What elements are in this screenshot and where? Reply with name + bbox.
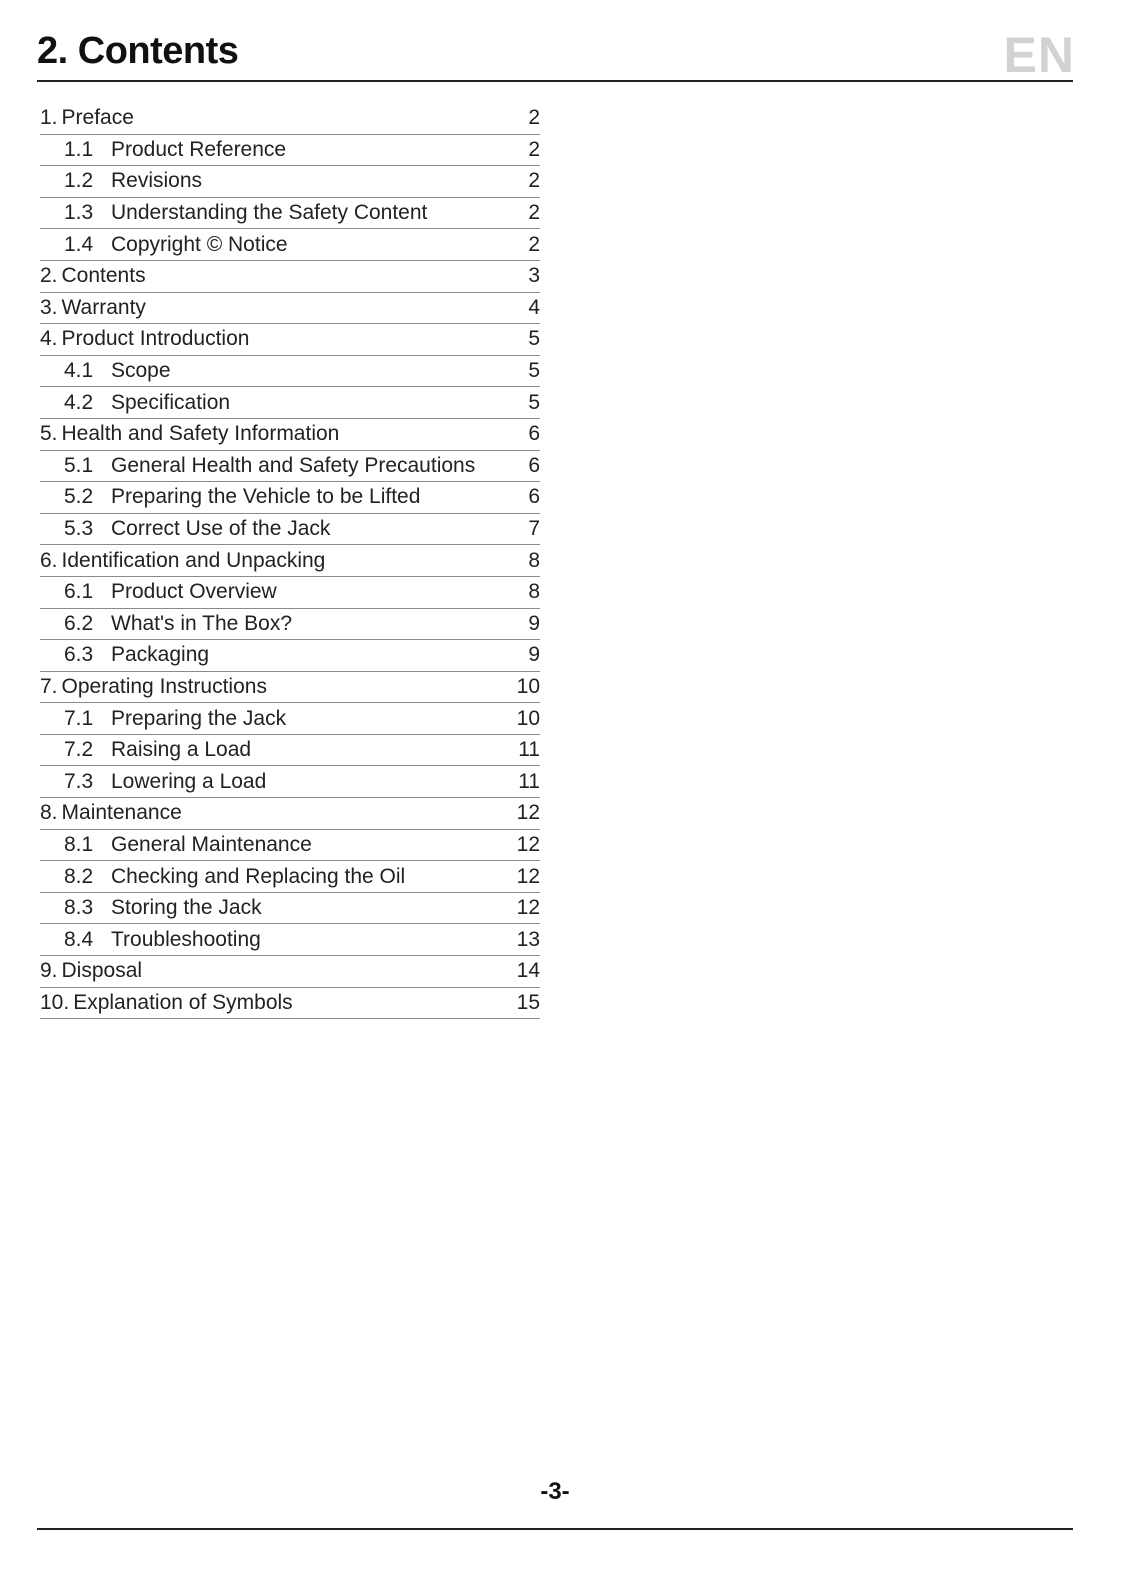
toc-entry-label [40, 296, 500, 320]
toc-subentry[interactable] [40, 924, 540, 956]
toc-entry-number: 8.4 [64, 927, 94, 951]
toc-entry-page: 6 [528, 485, 540, 509]
toc-entry-label [40, 928, 500, 952]
page-title: 2. Contents [37, 30, 239, 72]
toc-entry-page: 4 [528, 295, 540, 319]
toc-subentry[interactable] [40, 482, 540, 514]
toc-entry-label [40, 707, 500, 731]
toc-entry-page: 14 [516, 959, 540, 983]
toc-subentry[interactable] [40, 198, 540, 230]
toc-entry-title: Preparing the Jack [111, 706, 287, 730]
toc-entry-title: Troubleshooting [111, 927, 261, 951]
toc-entry-label [40, 327, 500, 351]
toc-entry-page: 2 [528, 232, 540, 256]
toc-entry-title: Lowering a Load [111, 769, 267, 793]
toc-entry-title: Specification [111, 390, 231, 414]
toc-entry-label [40, 391, 500, 415]
toc-entry-number: 6.1 [64, 580, 94, 604]
toc-entry-page: 6 [528, 422, 540, 446]
toc-entry-page: 2 [528, 106, 540, 130]
toc-entry-number: 5.1 [64, 453, 94, 477]
toc-entry-label [40, 517, 500, 541]
toc-entry-label [40, 643, 500, 667]
toc-entry[interactable] [40, 798, 540, 830]
toc-entry-label [40, 675, 500, 699]
toc-entry-title: Operating Instructions [61, 674, 267, 698]
table-of-contents [40, 103, 540, 1019]
toc-entry-number: 8. [40, 801, 58, 825]
toc-entry-title: Correct Use of the Jack [111, 517, 331, 541]
toc-entry-number: 5. [40, 422, 58, 446]
toc-entry-page: 3 [528, 264, 540, 288]
toc-entry-title: Copyright © Notice [111, 232, 288, 256]
toc-entry-page: 10 [516, 706, 540, 730]
toc-entry-number: 8.1 [64, 832, 94, 856]
toc-entry-label [40, 959, 500, 983]
toc-entry-number: 3. [40, 295, 58, 319]
toc-entry-number: 2. [40, 264, 58, 288]
toc-entry-title: Understanding the Safety Content [111, 201, 428, 225]
toc-entry-title: Raising a Load [111, 738, 252, 762]
toc-entry-title: Packaging [111, 643, 210, 667]
toc-entry-title: Explanation of Symbols [73, 990, 293, 1014]
toc-entry-number: 7.3 [64, 769, 94, 793]
toc-subentry[interactable] [40, 766, 540, 798]
toc-entry-page: 2 [528, 137, 540, 161]
toc-subentry[interactable] [40, 703, 540, 735]
toc-entry[interactable] [40, 293, 540, 325]
toc-entry-page: 10 [516, 674, 540, 698]
toc-entry-number: 8.3 [64, 896, 94, 920]
toc-subentry[interactable] [40, 356, 540, 388]
toc-entry-page: 5 [528, 359, 540, 383]
toc-entry-number: 4. [40, 327, 58, 351]
toc-entry-title: Product Overview [111, 580, 277, 604]
toc-entry-title: Disposal [61, 959, 143, 983]
toc-entry-page: 7 [528, 517, 540, 541]
toc-entry-number: 5.3 [64, 517, 94, 541]
toc-entry-number: 4.2 [64, 390, 94, 414]
toc-entry-page: 5 [528, 327, 540, 351]
toc-entry-page: 6 [528, 453, 540, 477]
toc-entry-page: 15 [516, 990, 540, 1014]
toc-entry-page: 2 [528, 201, 540, 225]
toc-entry-page: 12 [516, 896, 540, 920]
toc-entry-number: 10. [40, 990, 70, 1014]
toc-entry[interactable] [40, 419, 540, 451]
toc-entry-label [40, 454, 500, 478]
toc-entry-label [40, 359, 500, 383]
toc-entry-title: Product Reference [111, 137, 287, 161]
toc-entry-number: 6.2 [64, 611, 94, 635]
toc-entry-label [40, 485, 500, 509]
toc-entry-label [40, 233, 500, 257]
toc-entry-number: 4.1 [64, 359, 94, 383]
toc-subentry[interactable] [40, 640, 540, 672]
toc-entry-label [40, 169, 500, 193]
toc-entry-number: 6.3 [64, 643, 94, 667]
toc-entry[interactable] [40, 324, 540, 356]
toc-entry-label [40, 201, 500, 225]
toc-entry[interactable] [40, 261, 540, 293]
toc-entry-label [40, 264, 500, 288]
toc-entry-label [40, 896, 500, 920]
toc-entry-label [40, 991, 500, 1015]
toc-entry-page: 12 [516, 864, 540, 888]
toc-entry-label [40, 106, 500, 130]
toc-entry-title: Product Introduction [61, 327, 250, 351]
toc-entry-number: 1.1 [64, 137, 94, 161]
toc-entry-page: 9 [528, 643, 540, 667]
toc-subentry[interactable] [40, 166, 540, 198]
toc-subentry[interactable] [40, 514, 540, 546]
toc-entry[interactable] [40, 672, 540, 704]
toc-entry-label [40, 770, 500, 794]
toc-entry-title: General Health and Safety Precautions [111, 453, 476, 477]
toc-entry-label [40, 801, 500, 825]
toc-entry-title: General Maintenance [111, 832, 312, 856]
toc-entry-page: 13 [516, 927, 540, 951]
toc-subentry[interactable] [40, 229, 540, 261]
toc-entry-page: 12 [516, 801, 540, 825]
toc-entry-number: 7.2 [64, 738, 94, 762]
toc-entry-number: 6. [40, 548, 58, 572]
toc-entry[interactable] [40, 956, 540, 988]
toc-entry-page: 11 [518, 738, 540, 762]
toc-entry-title: What's in The Box? [111, 611, 293, 635]
toc-entry[interactable] [40, 545, 540, 577]
toc-entry-title: Warranty [61, 295, 146, 319]
toc-entry-title: Preface [61, 106, 134, 130]
toc-entry[interactable] [40, 103, 540, 135]
toc-entry-title: Storing the Jack [111, 896, 262, 920]
toc-entry-number: 7. [40, 674, 58, 698]
toc-entry-number: 7.1 [64, 706, 94, 730]
toc-entry-label [40, 138, 500, 162]
toc-subentry[interactable] [40, 861, 540, 893]
toc-entry-number: 8.2 [64, 864, 94, 888]
toc-entry-label [40, 612, 500, 636]
toc-subentry[interactable] [40, 135, 540, 167]
toc-entry-title: Contents [61, 264, 146, 288]
toc-entry-number: 1.2 [64, 169, 94, 193]
toc-entry-title: Scope [111, 359, 171, 383]
toc-entry-label [40, 580, 500, 604]
toc-entry-number: 1.3 [64, 201, 94, 225]
toc-entry[interactable] [40, 988, 540, 1020]
toc-entry-number: 1. [40, 106, 58, 130]
toc-subentry[interactable] [40, 609, 540, 641]
toc-entry-page: 8 [528, 580, 540, 604]
toc-entry-title: Health and Safety Information [61, 422, 340, 446]
toc-entry-page: 11 [518, 769, 540, 793]
toc-entry-label [40, 833, 500, 857]
toc-entry-label [40, 549, 500, 573]
page-number: -3- [540, 1478, 570, 1505]
toc-entry-label [40, 738, 500, 762]
toc-entry-page: 8 [528, 548, 540, 572]
toc-entry-page: 12 [516, 832, 540, 856]
toc-entry-title: Identification and Unpacking [61, 548, 326, 572]
toc-entry-title: Preparing the Vehicle to be Lifted [111, 485, 421, 509]
toc-entry-title: Maintenance [61, 801, 182, 825]
toc-entry-label [40, 865, 500, 889]
toc-entry-page: 9 [528, 611, 540, 635]
toc-entry-title: Revisions [111, 169, 203, 193]
toc-entry-page: 5 [528, 390, 540, 414]
toc-subentry[interactable] [40, 577, 540, 609]
toc-entry-label [40, 422, 500, 446]
toc-subentry[interactable] [40, 735, 540, 767]
toc-entry-number: 1.4 [64, 232, 94, 256]
toc-entry-number: 9. [40, 959, 58, 983]
header-divider [37, 80, 1073, 82]
toc-entry-page: 2 [528, 169, 540, 193]
toc-subentry[interactable] [40, 830, 540, 862]
toc-subentry[interactable] [40, 451, 540, 483]
footer-divider [37, 1528, 1073, 1530]
toc-entry-title: Checking and Replacing the Oil [111, 864, 406, 888]
toc-subentry[interactable] [40, 387, 540, 419]
toc-subentry[interactable] [40, 893, 540, 925]
language-badge: EN [1003, 27, 1075, 83]
toc-entry-number: 5.2 [64, 485, 94, 509]
